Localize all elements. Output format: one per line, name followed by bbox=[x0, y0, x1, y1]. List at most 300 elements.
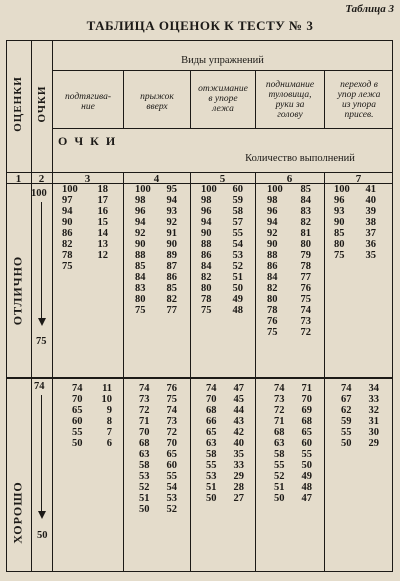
points-cell: 75 bbox=[62, 261, 73, 272]
table-row bbox=[334, 250, 376, 261]
table-row bbox=[334, 195, 376, 206]
points-cell: 94 bbox=[135, 217, 146, 228]
reps-cell: 54 bbox=[166, 482, 177, 493]
table-row bbox=[206, 383, 244, 394]
reps-cell: 28 bbox=[233, 482, 244, 493]
table-row bbox=[201, 184, 243, 195]
points-min-excellent: 75 bbox=[36, 336, 47, 347]
points-cell: 62 bbox=[341, 405, 352, 416]
table-row bbox=[206, 449, 244, 460]
arrow-down-icon bbox=[38, 511, 46, 519]
reps-cell: 37 bbox=[365, 228, 376, 239]
divider-col3-col4 bbox=[123, 172, 124, 572]
table-row bbox=[274, 482, 312, 493]
reps-cell: 76 bbox=[300, 283, 311, 294]
points-cell: 50 bbox=[72, 438, 83, 449]
divider-grade-points bbox=[31, 40, 32, 572]
table-row bbox=[267, 327, 311, 338]
divider-under-exercise-types bbox=[52, 70, 393, 71]
points-cell: 92 bbox=[135, 228, 146, 239]
reps-cell: 89 bbox=[166, 250, 177, 261]
table-row bbox=[201, 239, 243, 250]
points-cell: 65 bbox=[206, 427, 217, 438]
reps-cell: 29 bbox=[368, 438, 379, 449]
points-max-good: 74 bbox=[34, 381, 45, 392]
table-row bbox=[334, 206, 376, 217]
reps-cell: 17 bbox=[97, 195, 108, 206]
points-cell: 53 bbox=[206, 471, 217, 482]
table-row bbox=[206, 471, 244, 482]
good-situps bbox=[274, 383, 312, 504]
points-cell: 70 bbox=[139, 427, 150, 438]
points-cell: 96 bbox=[334, 195, 345, 206]
reps-cell: 95 bbox=[166, 184, 177, 195]
points-cell: 100 bbox=[201, 184, 217, 195]
points-cell: 98 bbox=[201, 195, 212, 206]
points-cell: 66 bbox=[206, 416, 217, 427]
points-range-arrow bbox=[41, 395, 42, 513]
table-row bbox=[72, 383, 112, 394]
reps-cell: 38 bbox=[365, 217, 376, 228]
exercise-pushups-header: отжимание в упоре лежа bbox=[198, 84, 248, 114]
table-row bbox=[135, 239, 177, 250]
table-row bbox=[62, 239, 108, 250]
reps-cell: 15 bbox=[97, 217, 108, 228]
column-number-5: 5 bbox=[219, 173, 226, 185]
table-row bbox=[206, 427, 244, 438]
reps-cell: 54 bbox=[232, 239, 243, 250]
divider-col6-col7 bbox=[324, 172, 325, 572]
table-row bbox=[341, 383, 379, 394]
good-pushups bbox=[206, 383, 244, 504]
points-cell: 90 bbox=[62, 217, 73, 228]
points-cell: 70 bbox=[72, 394, 83, 405]
reps-cell: 74 bbox=[300, 305, 311, 316]
points-header: ОЧКИ bbox=[36, 85, 48, 123]
reps-cell: 35 bbox=[365, 250, 376, 261]
reps-cell: 42 bbox=[233, 427, 244, 438]
column-number-2: 2 bbox=[38, 173, 45, 185]
points-cell: 86 bbox=[62, 228, 73, 239]
reps-cell: 76 bbox=[166, 383, 177, 394]
grade-excellent: ОТЛИЧНО bbox=[10, 255, 25, 326]
table-row bbox=[206, 460, 244, 471]
table-row bbox=[267, 184, 311, 195]
points-cell: 50 bbox=[139, 504, 150, 515]
points-cell: 85 bbox=[334, 228, 345, 239]
table-row bbox=[139, 416, 177, 427]
reps-cell: 43 bbox=[233, 416, 244, 427]
table-row bbox=[139, 383, 177, 394]
table-row bbox=[135, 272, 177, 283]
table-row bbox=[267, 272, 311, 283]
points-cell: 60 bbox=[72, 416, 83, 427]
points-cell: 58 bbox=[139, 460, 150, 471]
reps-cell: 48 bbox=[232, 305, 243, 316]
table-row bbox=[274, 471, 312, 482]
table-row bbox=[334, 228, 376, 239]
reps-cell: 60 bbox=[232, 184, 243, 195]
reps-cell: 16 bbox=[97, 206, 108, 217]
table-row bbox=[201, 250, 243, 261]
points-cell: 90 bbox=[267, 239, 278, 250]
reps-cell: 55 bbox=[301, 449, 312, 460]
divider-under-exercise-names bbox=[52, 128, 393, 129]
table-row bbox=[135, 228, 177, 239]
divider-points-col3 bbox=[52, 40, 53, 572]
reps-cell: 6 bbox=[106, 438, 112, 449]
points-cell: 72 bbox=[139, 405, 150, 416]
reps-cell: 29 bbox=[233, 471, 244, 482]
points-label: О Ч К И bbox=[58, 134, 118, 148]
points-cell: 100 bbox=[267, 184, 283, 195]
reps-cell: 84 bbox=[300, 195, 311, 206]
reps-cell: 18 bbox=[97, 184, 108, 195]
table-row bbox=[341, 438, 379, 449]
table-row bbox=[135, 261, 177, 272]
reps-cell: 92 bbox=[166, 217, 177, 228]
table-row bbox=[274, 460, 312, 471]
table-row bbox=[139, 460, 177, 471]
points-cell: 75 bbox=[201, 305, 212, 316]
reps-cell: 65 bbox=[166, 449, 177, 460]
exercise-squat-thrust-header: переход в упор лежа из упора присев. bbox=[337, 80, 381, 120]
column-number-1: 1 bbox=[15, 173, 22, 185]
reps-cell: 93 bbox=[166, 206, 177, 217]
points-cell: 86 bbox=[201, 250, 212, 261]
reps-cell: 72 bbox=[300, 327, 311, 338]
table-row bbox=[341, 427, 379, 438]
points-max-excellent: 100 bbox=[31, 188, 47, 199]
points-cell: 74 bbox=[139, 383, 150, 394]
reps-cell: 39 bbox=[365, 206, 376, 217]
table-row bbox=[334, 184, 376, 195]
reps-cell: 50 bbox=[232, 283, 243, 294]
points-cell: 63 bbox=[274, 438, 285, 449]
table-row bbox=[334, 239, 376, 250]
reps-cell: 45 bbox=[233, 394, 244, 405]
points-cell: 68 bbox=[274, 427, 285, 438]
grade-good: ХОРОШО bbox=[10, 481, 25, 544]
excellent-situps bbox=[267, 184, 311, 338]
reps-cell: 40 bbox=[365, 195, 376, 206]
points-cell: 72 bbox=[274, 405, 285, 416]
points-cell: 86 bbox=[267, 261, 278, 272]
table-row bbox=[72, 394, 112, 405]
table-row bbox=[62, 250, 108, 261]
points-cell: 82 bbox=[201, 272, 212, 283]
points-cell: 96 bbox=[135, 206, 146, 217]
table-row bbox=[206, 394, 244, 405]
points-cell: 75 bbox=[267, 327, 278, 338]
excellent-squat-thrust bbox=[334, 184, 376, 261]
reps-cell: 85 bbox=[300, 184, 311, 195]
points-cell: 82 bbox=[62, 239, 73, 250]
table-row bbox=[135, 184, 177, 195]
column-number-4: 4 bbox=[153, 173, 160, 185]
arrow-down-icon bbox=[38, 318, 46, 326]
reps-cell: 78 bbox=[300, 261, 311, 272]
reps-cell: 70 bbox=[301, 394, 312, 405]
reps-cell: 91 bbox=[166, 228, 177, 239]
table-row bbox=[267, 195, 311, 206]
reps-cell: 41 bbox=[365, 184, 376, 195]
table-row bbox=[274, 438, 312, 449]
reps-cell: 14 bbox=[97, 228, 108, 239]
column-number-3: 3 bbox=[84, 173, 91, 185]
points-cell: 65 bbox=[72, 405, 83, 416]
table-row bbox=[139, 405, 177, 416]
points-cell: 73 bbox=[274, 394, 285, 405]
table-row bbox=[62, 184, 108, 195]
table-row bbox=[267, 239, 311, 250]
reps-cell: 30 bbox=[368, 427, 379, 438]
reps-cell: 53 bbox=[166, 493, 177, 504]
reps-cell: 70 bbox=[166, 438, 177, 449]
points-cell: 88 bbox=[267, 250, 278, 261]
points-cell: 55 bbox=[274, 460, 285, 471]
excellent-jump bbox=[135, 184, 177, 316]
points-cell: 51 bbox=[274, 482, 285, 493]
reps-cell: 47 bbox=[233, 383, 244, 394]
reps-cell: 74 bbox=[166, 405, 177, 416]
reps-cell: 73 bbox=[300, 316, 311, 327]
table-row bbox=[201, 272, 243, 283]
reps-cell: 47 bbox=[301, 493, 312, 504]
points-cell: 94 bbox=[267, 217, 278, 228]
excellent-pullups bbox=[62, 184, 108, 272]
table-row bbox=[139, 493, 177, 504]
table-row bbox=[267, 261, 311, 272]
points-cell: 55 bbox=[206, 460, 217, 471]
points-cell: 90 bbox=[334, 217, 345, 228]
exercise-jump-header: прыжок вверх bbox=[140, 92, 174, 112]
reps-cell: 83 bbox=[300, 206, 311, 217]
table-row bbox=[341, 394, 379, 405]
reps-cell: 55 bbox=[232, 228, 243, 239]
points-cell: 55 bbox=[72, 427, 83, 438]
table-row bbox=[201, 195, 243, 206]
reps-cell: 33 bbox=[368, 394, 379, 405]
table-row bbox=[206, 493, 244, 504]
points-range-arrow bbox=[41, 202, 42, 320]
table-row bbox=[267, 250, 311, 261]
points-cell: 75 bbox=[135, 305, 146, 316]
reps-cell: 36 bbox=[365, 239, 376, 250]
reps-cell: 87 bbox=[166, 261, 177, 272]
table-row bbox=[135, 195, 177, 206]
table-number-label: Таблица 3 bbox=[345, 3, 394, 15]
points-cell: 88 bbox=[135, 250, 146, 261]
table-row bbox=[274, 405, 312, 416]
points-cell: 83 bbox=[135, 283, 146, 294]
table-row bbox=[62, 195, 108, 206]
points-cell: 68 bbox=[139, 438, 150, 449]
table-row bbox=[274, 383, 312, 394]
reps-cell: 57 bbox=[232, 217, 243, 228]
points-cell: 85 bbox=[135, 261, 146, 272]
points-cell: 98 bbox=[267, 195, 278, 206]
points-cell: 58 bbox=[206, 449, 217, 460]
points-cell: 96 bbox=[267, 206, 278, 217]
points-cell: 50 bbox=[341, 438, 352, 449]
table-row bbox=[267, 294, 311, 305]
points-cell: 80 bbox=[135, 294, 146, 305]
reps-cell: 60 bbox=[301, 438, 312, 449]
points-cell: 70 bbox=[206, 394, 217, 405]
points-cell: 80 bbox=[201, 283, 212, 294]
page-title: ТАБЛИЦА ОЦЕНОК К ТЕСТУ № 3 bbox=[86, 18, 314, 33]
reps-cell: 82 bbox=[300, 217, 311, 228]
reps-cell: 32 bbox=[368, 405, 379, 416]
reps-cell: 69 bbox=[301, 405, 312, 416]
points-cell: 71 bbox=[274, 416, 285, 427]
table-row bbox=[267, 283, 311, 294]
table-row bbox=[62, 261, 108, 272]
points-cell: 84 bbox=[267, 272, 278, 283]
good-pullups bbox=[72, 383, 112, 449]
reps-cell: 75 bbox=[300, 294, 311, 305]
column-number-6: 6 bbox=[286, 173, 293, 185]
good-squat-thrust bbox=[341, 383, 379, 449]
points-cell: 92 bbox=[267, 228, 278, 239]
points-cell: 78 bbox=[267, 305, 278, 316]
table-row bbox=[62, 228, 108, 239]
points-cell: 63 bbox=[139, 449, 150, 460]
reps-cell: 58 bbox=[232, 206, 243, 217]
table-row bbox=[206, 405, 244, 416]
points-cell: 97 bbox=[62, 195, 73, 206]
points-cell: 51 bbox=[206, 482, 217, 493]
table-row bbox=[201, 217, 243, 228]
points-cell: 59 bbox=[341, 416, 352, 427]
reps-cell: 94 bbox=[166, 195, 177, 206]
reps-cell: 51 bbox=[232, 272, 243, 283]
table-row bbox=[62, 217, 108, 228]
points-cell: 52 bbox=[274, 471, 285, 482]
reps-cell: 40 bbox=[233, 438, 244, 449]
reps-cell: 52 bbox=[166, 504, 177, 515]
reps-cell: 90 bbox=[166, 239, 177, 250]
table-row bbox=[135, 217, 177, 228]
table-row bbox=[201, 228, 243, 239]
points-cell: 90 bbox=[201, 228, 212, 239]
points-cell: 74 bbox=[341, 383, 352, 394]
points-cell: 84 bbox=[135, 272, 146, 283]
table-row bbox=[72, 405, 112, 416]
points-cell: 68 bbox=[206, 405, 217, 416]
reps-cell: 73 bbox=[166, 416, 177, 427]
reps-cell: 35 bbox=[233, 449, 244, 460]
divider-col4-col5 bbox=[190, 172, 191, 572]
points-cell: 50 bbox=[274, 493, 285, 504]
reps-cell: 75 bbox=[166, 394, 177, 405]
reps-cell: 44 bbox=[233, 405, 244, 416]
table-row bbox=[274, 394, 312, 405]
table-row bbox=[334, 217, 376, 228]
points-cell: 90 bbox=[135, 239, 146, 250]
table-row bbox=[201, 294, 243, 305]
reps-cell: 65 bbox=[301, 427, 312, 438]
table-row bbox=[72, 427, 112, 438]
reps-cell: 77 bbox=[166, 305, 177, 316]
reps-cell: 9 bbox=[106, 405, 112, 416]
exercise-situps-header: поднимание туловища, руки за голову bbox=[265, 80, 315, 120]
reps-cell: 80 bbox=[300, 239, 311, 250]
table-row bbox=[267, 217, 311, 228]
table-row bbox=[341, 416, 379, 427]
reps-cell: 59 bbox=[232, 195, 243, 206]
reps-cell: 71 bbox=[301, 383, 312, 394]
table-row bbox=[201, 206, 243, 217]
table-row bbox=[201, 305, 243, 316]
points-cell: 84 bbox=[201, 261, 212, 272]
table-row bbox=[139, 471, 177, 482]
points-cell: 58 bbox=[274, 449, 285, 460]
table-row bbox=[341, 405, 379, 416]
reps-cell: 11 bbox=[102, 383, 112, 394]
table-row bbox=[206, 416, 244, 427]
table-row bbox=[139, 427, 177, 438]
reps-cell: 52 bbox=[232, 261, 243, 272]
reps-cell: 77 bbox=[300, 272, 311, 283]
reps-cell: 48 bbox=[301, 482, 312, 493]
table-row bbox=[201, 261, 243, 272]
table-row bbox=[139, 504, 177, 515]
points-min-good: 50 bbox=[37, 530, 48, 541]
table-row bbox=[267, 316, 311, 327]
divider-between-grades bbox=[6, 377, 393, 379]
exercise-pullups-header: подтягива- ние bbox=[64, 92, 111, 112]
points-cell: 52 bbox=[139, 482, 150, 493]
grades-header: ОЦЕНКИ bbox=[12, 76, 24, 132]
points-cell: 50 bbox=[206, 493, 217, 504]
table-row bbox=[139, 394, 177, 405]
points-cell: 75 bbox=[334, 250, 345, 261]
reps-cell: 81 bbox=[300, 228, 311, 239]
reps-cell: 33 bbox=[233, 460, 244, 471]
points-cell: 78 bbox=[201, 294, 212, 305]
reps-label: Количество выполнений bbox=[245, 153, 355, 164]
reps-cell: 55 bbox=[166, 471, 177, 482]
column-number-7: 7 bbox=[355, 173, 362, 185]
reps-cell: 85 bbox=[166, 283, 177, 294]
reps-cell: 27 bbox=[233, 493, 244, 504]
points-cell: 100 bbox=[62, 184, 78, 195]
reps-cell: 60 bbox=[166, 460, 177, 471]
points-cell: 80 bbox=[334, 239, 345, 250]
table-row bbox=[274, 427, 312, 438]
excellent-pushups bbox=[201, 184, 243, 316]
reps-cell: 31 bbox=[368, 416, 379, 427]
points-cell: 78 bbox=[62, 250, 73, 261]
points-cell: 82 bbox=[267, 283, 278, 294]
points-cell: 73 bbox=[139, 394, 150, 405]
reps-cell: 49 bbox=[232, 294, 243, 305]
points-cell: 67 bbox=[341, 394, 352, 405]
table-row bbox=[135, 294, 177, 305]
reps-cell: 79 bbox=[300, 250, 311, 261]
points-cell: 53 bbox=[139, 471, 150, 482]
table-row bbox=[267, 228, 311, 239]
reps-cell: 50 bbox=[301, 460, 312, 471]
table-row bbox=[274, 449, 312, 460]
points-cell: 55 bbox=[341, 427, 352, 438]
points-cell: 93 bbox=[334, 206, 345, 217]
points-cell: 51 bbox=[139, 493, 150, 504]
points-cell: 100 bbox=[135, 184, 151, 195]
reps-cell: 10 bbox=[101, 394, 112, 405]
